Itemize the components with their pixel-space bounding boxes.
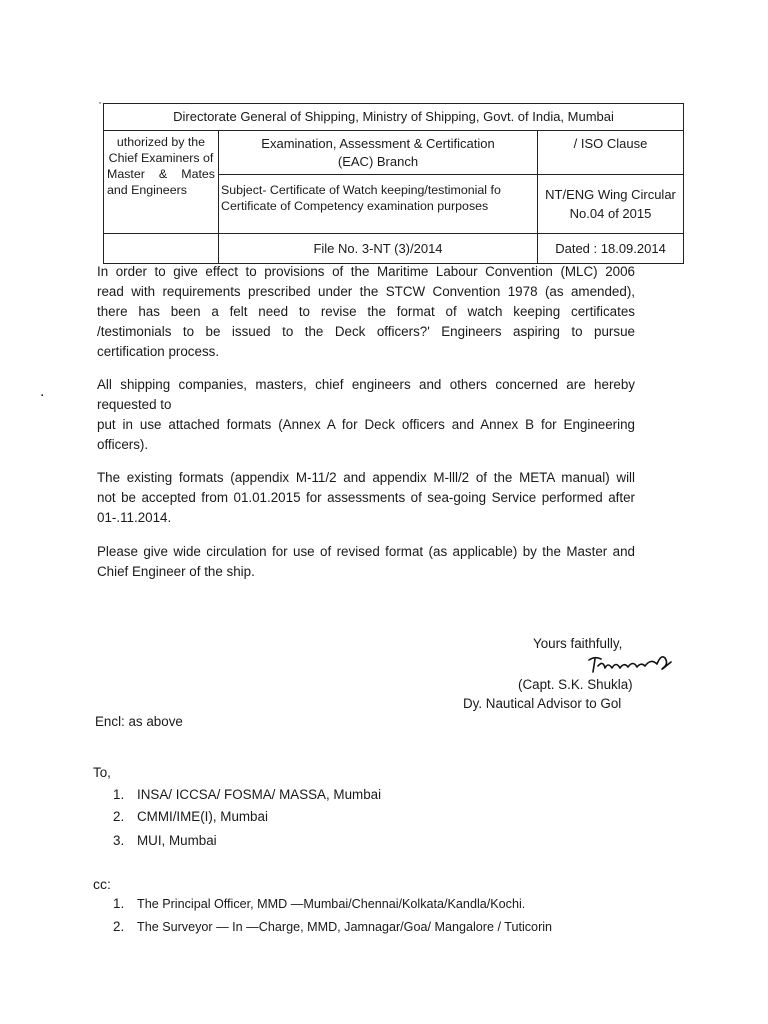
signatory-name: (Capt. S.K. Shukla) [518,677,633,692]
branch-line: Examination, Assessment & Certification [261,135,495,151]
list-text: The Surveyor — In —Charge, MMD, Jamnagar/Goa/ Mangalore / Tuticorin [137,920,553,934]
paragraph-1 [97,262,635,362]
header-title: Directorate General of Shipping, Ministry of Shipping, Govt. of India, Mumbai [104,104,684,131]
paragraph-line: not be accepted from 01.01.2015 for assessments of sea-going Service performed after [97,490,635,505]
list-text: The Principal Officer, MMD —Mumbai/Chennai/Kolkata/Kandla/Kochi. [137,897,526,911]
list-item [113,831,217,851]
list-text: CMMI/IME(I), Mumbai [137,809,268,824]
stray-dot: . [40,383,45,400]
paragraph-line: The existing formats (appendix M-11/2 and appendix M-lll/2 of the META manual) will [97,470,635,485]
paragraph-line: 01-.11.2014. [97,510,172,525]
paragraph-line: requested to [97,397,172,412]
paragraph-3 [97,468,635,528]
list-item [113,785,381,805]
paragraph-line: Please give wide circulation for use of revised format (as applicable) by the Master and [97,544,635,559]
circular-line: No.04 of 2015 [569,206,652,221]
enclosure-note: Encl: as above [95,714,183,729]
branch-cell [219,131,538,175]
circular-line: NT/ENG Wing Circular [545,187,676,202]
list-number: 3. [113,833,125,848]
handwritten-signature [585,650,680,678]
paragraph-line: read with requirements prescribed under the STCW Convention 1978 (as amended), [97,284,635,299]
authorized-cell [104,131,219,234]
branch-line: (EAC) Branch [337,153,419,169]
paragraph-2 [97,375,635,455]
list-text: MUI, Mumbai [137,833,217,848]
paragraph-line: Chief Engineer of the ship. [97,564,255,579]
paragraph-line: there has been a felt need to revise the format of watch keeping certificates [97,304,635,319]
list-item [113,807,268,827]
paragraph-line: All shipping companies, masters, chief engineers and others concerned are hereby [97,377,635,392]
empty-cell [104,234,219,264]
to-label: To, [93,765,111,780]
list-number: 2. [113,919,125,934]
file-number: File No. 3-NT (3)/2014 [219,234,538,264]
subject-line: Subject- Certificate of Watch keeping/testimonial fo [221,183,501,197]
iso-clause: / ISO Clause [538,131,684,175]
signatory-designation: Dy. Nautical Advisor to Gol [463,696,622,711]
authorized-line: Chief Examiners of [108,151,214,165]
list-item [113,894,525,914]
subject-cell [219,175,538,234]
subject-line: Certificate of Competency examination purposes [221,199,489,213]
authorized-line: Master & Mates [107,167,215,181]
list-number: 1. [113,896,125,911]
paragraph-line: officers). [97,437,149,452]
cc-label: cc: [93,876,111,892]
paragraph-line: put in use attached formats (Annex A for Deck officers and Annex B for Engineering [97,417,635,432]
paragraph-line: certification process. [97,344,220,359]
list-item [113,917,552,937]
stray-dot: · [98,95,102,109]
authorized-line: and Engineers [107,183,187,197]
closing: Yours faithfully, [533,636,623,651]
paragraph-line: In order to give effect to provisions of the Maritime Labour Convention (MLC) 2006 [97,264,635,279]
list-text: INSA/ ICCSA/ FOSMA/ MASSA, Mumbai [137,787,382,802]
list-number: 1. [113,787,125,802]
list-number: 2. [113,809,125,824]
authorized-line: uthorized by the [116,135,206,149]
dated: Dated : 18.09.2014 [538,234,684,264]
paragraph-4 [97,542,635,582]
paragraph-line: /testimonials to be issued to the Deck officers?' Engineers aspiring to pursue [97,324,635,339]
header-table [103,103,684,264]
circular-cell [538,175,684,234]
